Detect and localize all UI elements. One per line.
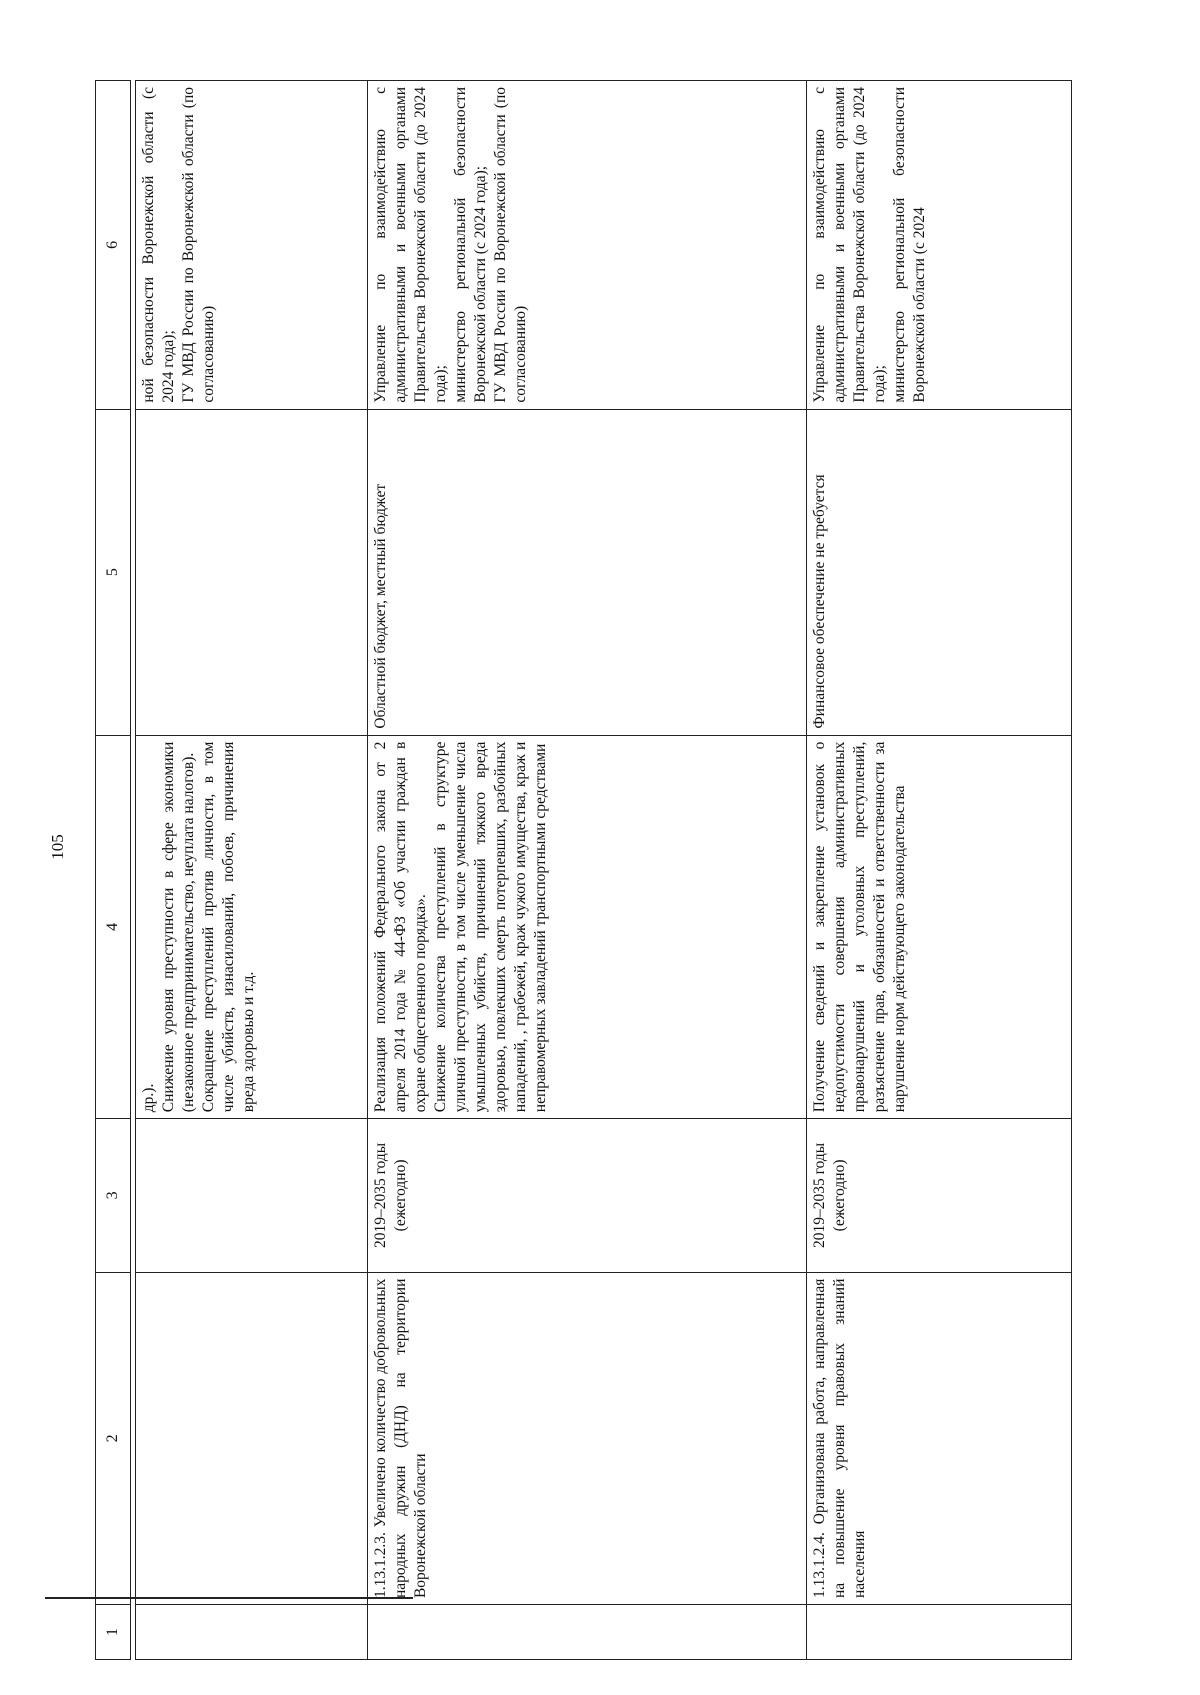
cell-funding — [136, 409, 368, 735]
cell-effect — [368, 735, 807, 1119]
table-row — [807, 81, 1072, 1660]
cell-responsible — [136, 81, 368, 410]
period-text: 2019–2035 годы — [811, 1142, 828, 1249]
column-number: 5 — [96, 409, 131, 735]
cell-funding: Областной бюджет, местный бюджет — [368, 409, 807, 735]
cell-effect — [136, 735, 368, 1119]
responsible-text: министерство региональной безопасности Воронежской области (с 2024 года); — [452, 87, 489, 403]
cell-effect — [807, 735, 1072, 1119]
cell-period — [136, 1119, 368, 1272]
cell-index — [136, 1605, 368, 1660]
cell-responsible — [807, 81, 1072, 410]
cell-result: 1.13.1.2.4. Организована работа, направленная на повышение уровня правовых знаний населения — [807, 1272, 1072, 1604]
measures-table — [95, 80, 1072, 1660]
table-row — [368, 81, 807, 1660]
responsible-text: ГУ МВД России по Воронежской области (по согласованию) — [180, 87, 217, 403]
cell-period — [368, 1119, 807, 1272]
effect-text: др.). — [140, 1083, 157, 1113]
column-number: 6 — [96, 81, 131, 410]
responsible-text: ГУ МВД России по Воронежской области (по согласованию) — [492, 87, 529, 403]
responsible-text: Управление по взаимодействию с административными и военными органами Правительства Воронежской области (до 2024 года); — [372, 87, 449, 403]
column-number: 2 — [96, 1272, 131, 1604]
cell-responsible — [368, 81, 807, 410]
effect-text: Сокращение преступлений против личности, в том числе убийств, изнасилований, побоев, причинения вреда здоровью и т.д. — [200, 741, 257, 1113]
cell-result: 1.13.1.2.3. Увеличено количество добровольных народных дружин (ДНД) на территории Воронежской области — [368, 1272, 807, 1604]
page-number: 105 — [48, 834, 67, 860]
cell-period — [807, 1119, 1072, 1272]
column-number: 3 — [96, 1119, 131, 1272]
rotated-table-frame — [95, 80, 1105, 1660]
cell-index — [807, 1605, 1072, 1660]
column-number: 4 — [96, 735, 131, 1119]
effect-text: Снижение количества преступлений в структуре уличной преступности, в том числе уменьшение числа умышленных убийств, причинений тяжкого вреда здоровью, повлекших смерть потерпевших, разбойных нападений, , грабежей, краж чужого имущества, краж и неправомерных завладений транспортными средствами — [432, 741, 549, 1113]
cell-result — [136, 1272, 368, 1604]
table-container — [95, 80, 1105, 1660]
column-number: 1 — [96, 1605, 131, 1660]
period-note: (ежегодно) — [831, 1159, 848, 1232]
responsible-text: министерство региональной безопасности Воронежской области (с 2024 — [891, 87, 928, 403]
responsible-text: ной безопасности Воронежской области (с 2024 года); — [140, 87, 177, 403]
responsible-text: Управление по взаимодействию с административными и военными органами Правительства Воронежской области (до 2024 года); — [811, 87, 888, 403]
effect-text: Реализация положений Федерального закона от 2 апреля 2014 года № 44-ФЗ «Об участии граждан в охране общественного порядка». — [372, 741, 429, 1113]
period-text: 2019–2035 годы — [372, 1142, 389, 1249]
effect-text: Снижение уровня преступности в сфере экономики (незаконное предпринимательство, неуплата налогов). — [160, 741, 197, 1113]
period-note: (ежегодно) — [392, 1159, 409, 1232]
footnote-rule — [45, 1597, 413, 1599]
effect-text: Получение сведений и закрепление установок о недопустимости совершения административных правонарушений и уголовных преступлений, разъяснение прав, обязанностей и ответственности за нарушение норм действующего законодательства — [811, 741, 908, 1113]
cell-funding: Финансовое обеспечение не требуется — [807, 409, 1072, 735]
table-row — [136, 81, 368, 1660]
cell-index — [368, 1605, 807, 1660]
column-number-row — [96, 81, 131, 1660]
